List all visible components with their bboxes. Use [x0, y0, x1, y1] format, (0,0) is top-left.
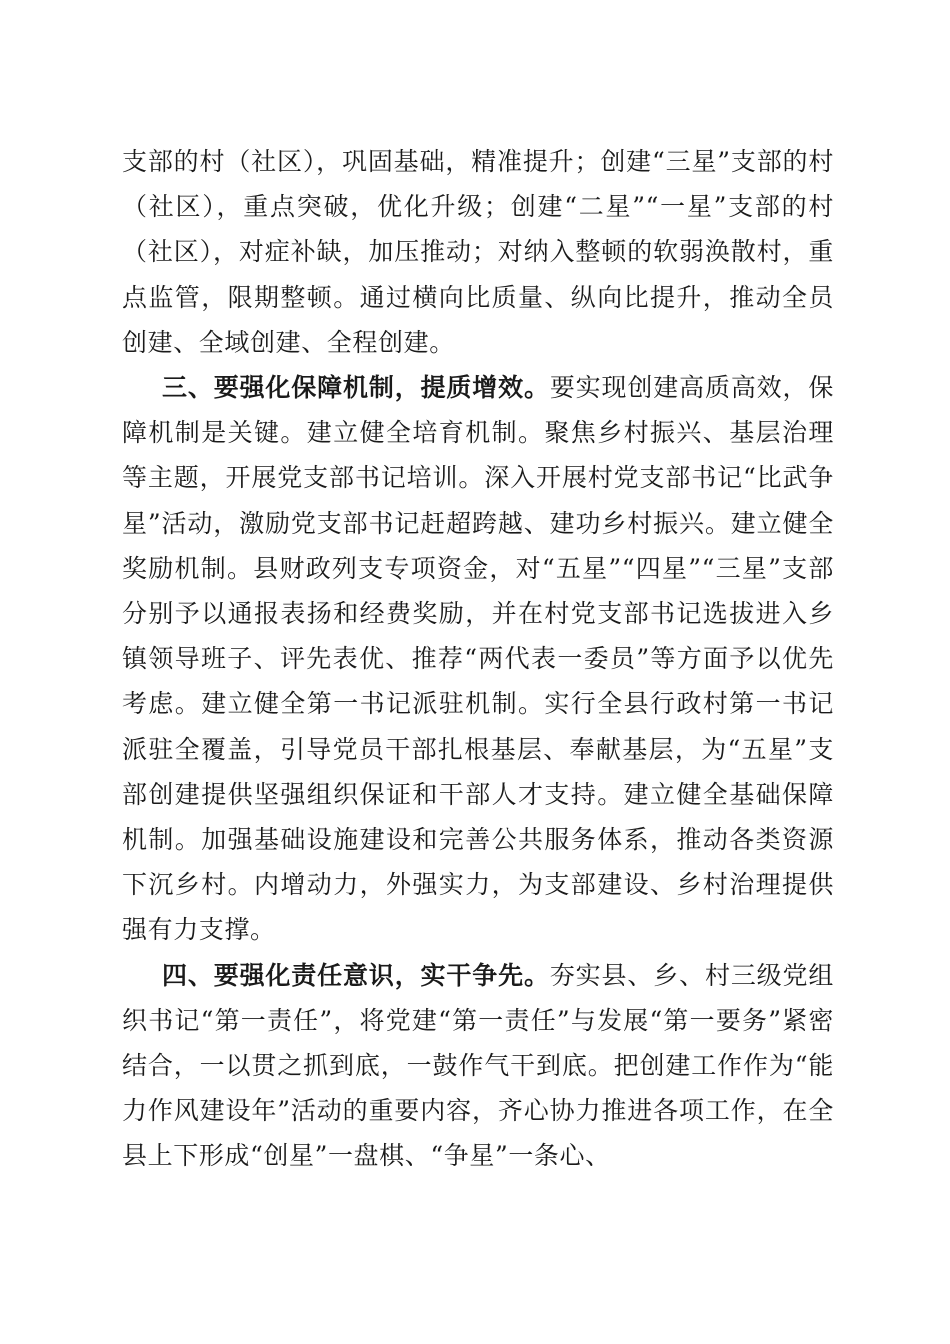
paragraph-continuation: [122, 139, 834, 365]
paragraph-body: 要实现创建高质高效，保障机制是关键。建立健全培育机制。聚焦乡村振兴、基层治理等主题，开展党支部书记培训。深入开展村党支部书记“比武争星”活动，激励党支部书记赶超跨越、建功乡村振兴。建立健全奖励机制。县财政列支专项资金，对“五星”“四星”“三星”支部分别予以通报表扬和经费奖励，并在村党支部书记选拔进入乡镇领导班子、评先表优、推荐“两代表一委员”等方面予以优先考虑。建立健全第一书记派驻机制。实行全县行政村第一书记派驻全覆盖，引导党员干部扎根基层、奉献基层，为“五星”支部创建提供坚强组织保证和干部人才支持。建立健全基础保障机制。加强基础设施建设和完善公共服务体系，推动各类资源下沉乡村。内增动力，外强实力，为支部建设、乡村治理提供强有力支撑。: [122, 373, 834, 945]
paragraph-body: 夯实县、乡、村三级党组织书记“第一责任”，将党建“第一责任”与发展“第一要务”紧密结合，一以贯之抓到底，一鼓作气干到底。把创建工作作为“能力作风建设年”活动的重要内容，齐心协力推进各项工作，在全县上下形成“创星”一盘棋、“争星”一条心、: [122, 960, 834, 1171]
paragraph-section-three: [122, 365, 834, 953]
document-body: [122, 139, 834, 1179]
section-heading: 三、要强化保障机制，提质增效。: [162, 373, 550, 403]
section-heading: 四、要强化责任意识，实干争先。: [162, 960, 550, 990]
paragraph-section-four: [122, 953, 834, 1179]
paragraph-body: 支部的村（社区），巩固基础，精准提升；创建“三星”支部的村（社区），重点突破，优化升级；创建“二星”“一星”支部的村（社区），对症补缺，加压推动；对纳入整顿的软弱涣散村，重点监管，限期整顿。通过横向比质量、纵向比提升，推动全员创建、全域创建、全程创建。: [122, 147, 834, 357]
